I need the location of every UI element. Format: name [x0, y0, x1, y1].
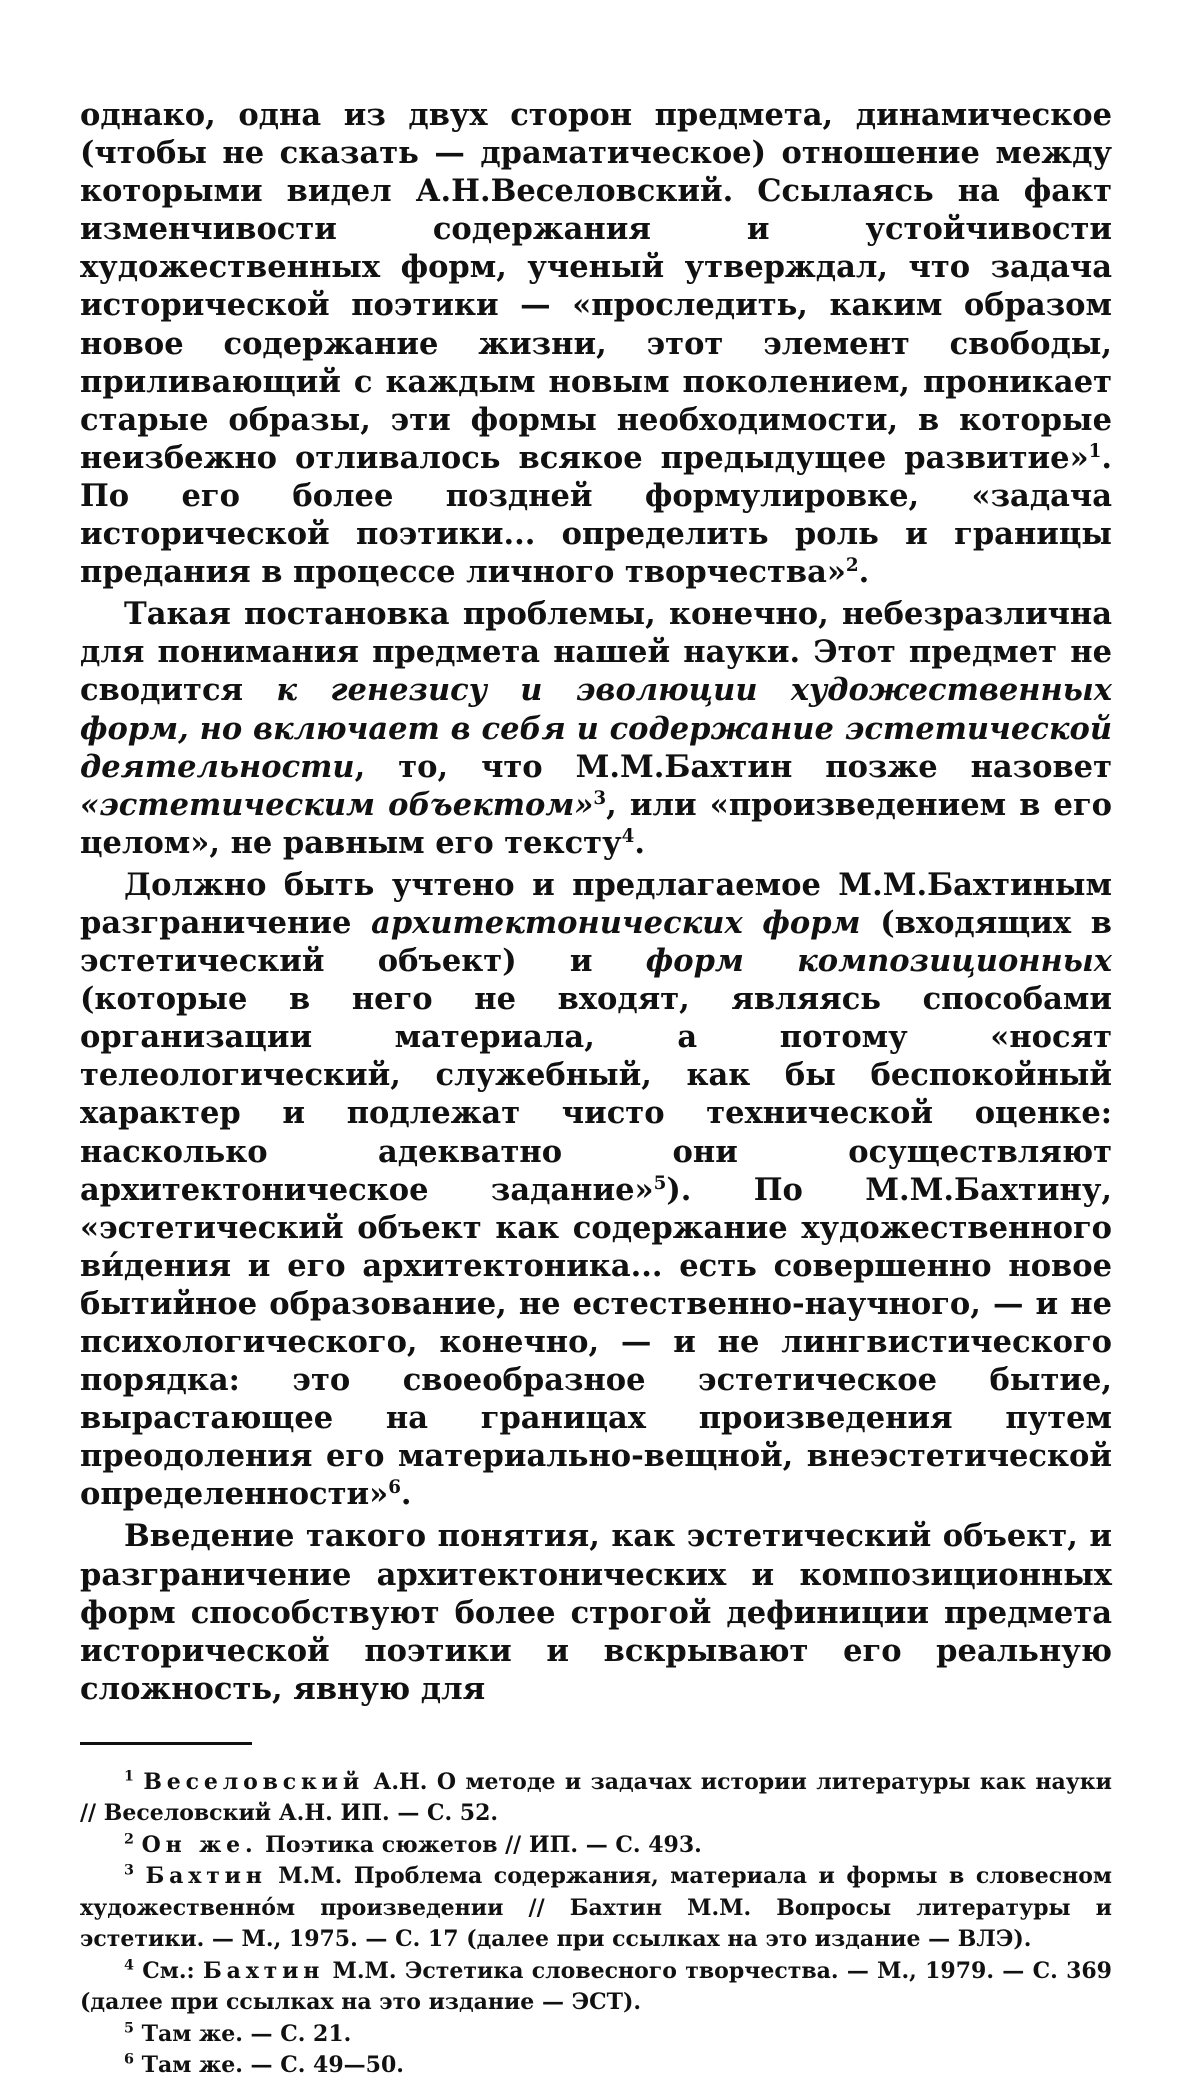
paragraph-2-emphasis-1: к генезису и эволюции художественных форм, но включает в себя и содержание эстетической деятельности: [80, 672, 1112, 785]
footnote-5: [80, 2019, 1112, 2051]
footnote-number-1: 1: [124, 1768, 134, 1785]
footnote-2-text: Поэтика сюжетов // ИП. — С. 493.: [257, 1831, 702, 1858]
paragraph-1-text-c: .: [858, 554, 870, 591]
footnote-3: [80, 1861, 1112, 1956]
footnote-6-text: Там же. — С. 49—50.: [141, 2052, 404, 2079]
footnote-4-text: М.М. Эстетика словесного творчества. — М., 1979. — С. 369 (далее при ссылках на это издание — ЭСТ).: [80, 1957, 1112, 2016]
footnote-number-5: 5: [124, 2020, 134, 2037]
footnote-ref-5: 5: [653, 1172, 667, 1194]
paragraph-2-text-b: , то, что М.М.Бахтин позже назовет: [354, 748, 1112, 785]
paragraph-2-text-a: Такая постановка проблемы, конечно, небезразлична для понимания предмета нашей науки. Этот предмет не сводится: [80, 596, 1112, 709]
footnote-number-2: 2: [124, 1831, 134, 1848]
footnote-number-4: 4: [124, 1957, 134, 1974]
paragraph-1: [80, 96, 1112, 591]
footnotes: [80, 1767, 1112, 2082]
main-text: [80, 96, 1112, 1708]
footnote-3-text: М.М. Проблема содержания, материала и формы в словесном художественно́м произведении // Бахтин М.М. Вопросы литературы и эстетики. — М., 1975. — С. 17 (далее при ссылках на это издание — ВЛЭ).: [80, 1863, 1112, 1953]
paragraph-4: [80, 1517, 1112, 1707]
footnote-1-author: Веселовский: [143, 1768, 364, 1795]
paragraph-3-text-e: .: [400, 1476, 412, 1513]
footnote-5-text: Там же. — С. 21.: [141, 2020, 352, 2047]
footnote-6: [80, 2050, 1112, 2082]
footnote-ref-3: 3: [593, 787, 607, 809]
footnote-number-6: 6: [124, 2052, 134, 2069]
footnote-4-prefix: См.:: [142, 1957, 203, 1984]
paragraph-2-text-c: , или «произведением в его целом», не равным его тексту: [80, 786, 1112, 861]
paragraph-3-emphasis-1: архитектонических форм: [371, 904, 861, 941]
footnote-2: [80, 1830, 1112, 1862]
footnote-ref-6: 6: [388, 1477, 401, 1499]
footnote-ref-4: 4: [621, 825, 635, 847]
paragraph-3: [80, 866, 1112, 1514]
footnote-4: [80, 1956, 1112, 2019]
paragraph-1-text-b: . По его более поздней формулировке, «задача исторической поэтики... определить роль и границы предания в процессе личного творчества»: [80, 439, 1112, 591]
footnote-3-author: Бахтин: [145, 1863, 267, 1890]
paragraph-1-text-a: однако, одна из двух сторон предмета, динамическое (чтобы не сказать — драматическое) отношение между которыми видел А.Н.Веселовский. Ссылаясь на факт изменчивости содержания и устойчивости художественных форм, ученый утверждал, что задача исторической поэтики — «проследить, каким образом новое содержание жизни, этот элемент свободы, приливающий с каждым новым поколением, проникает старые образы, эти формы необходимости, в которые неизбежно отливалось всякое предыдущее развитие»: [80, 97, 1112, 476]
footnote-ref-1: 1: [1088, 440, 1102, 462]
paragraph-3-emphasis-2: форм композиционных: [645, 943, 1112, 980]
footnote-1-text: А.Н. О методе и задачах истории литературы как науки // Веселовский А.Н. ИП. — С. 52.: [80, 1768, 1112, 1827]
paragraph-2-emphasis-2: «эстетическим объектом»: [80, 786, 594, 823]
paragraph-3-text-b: (входящих в эстетический объект) и: [80, 904, 1112, 980]
footnote-1: [80, 1767, 1112, 1830]
paragraph-3-text-c: (которые в него не входят, являясь способами организации материала, а потому «носят телеологический, служебный, как бы беспокойный характер и подлежат чисто технической оценке: насколько адекватно они осуществляют архитектоническое задание»: [80, 981, 1112, 1208]
paragraph-3-text-d: ). По М.М.Бахтину, «эстетический объект как содержание художественного ви́дения и его архитектоника... есть совершенно новое бытийное образование, не естественно-научного, — и не психологического, конечно, — и не лингвистического порядка: это своеобразное эстетическое бытие, вырастающее на границах произведения путем преодоления его материально-вещной, внеэстетической определенности»: [80, 1171, 1113, 1513]
footnote-ref-2: 2: [845, 554, 859, 576]
footnote-2-author: Он же.: [141, 1831, 258, 1858]
footnote-number-3: 3: [124, 1863, 134, 1880]
footnote-4-author: Бахтин: [202, 1957, 325, 1984]
paragraph-2: [80, 595, 1112, 862]
footnote-divider: [80, 1742, 252, 1745]
paragraph-2-text-d: .: [634, 824, 645, 861]
paragraph-4-text-a: Введение такого понятия, как эстетический объект, и разграничение архитектонических и композиционных форм способствуют более строгой дефиниции предмета исторической поэтики и вскрывают его реальную сложность, явную для: [80, 1518, 1112, 1707]
paragraph-3-text-a: Должно быть учтено и предлагаемое М.М.Бахтиным разграничение: [80, 866, 1112, 941]
